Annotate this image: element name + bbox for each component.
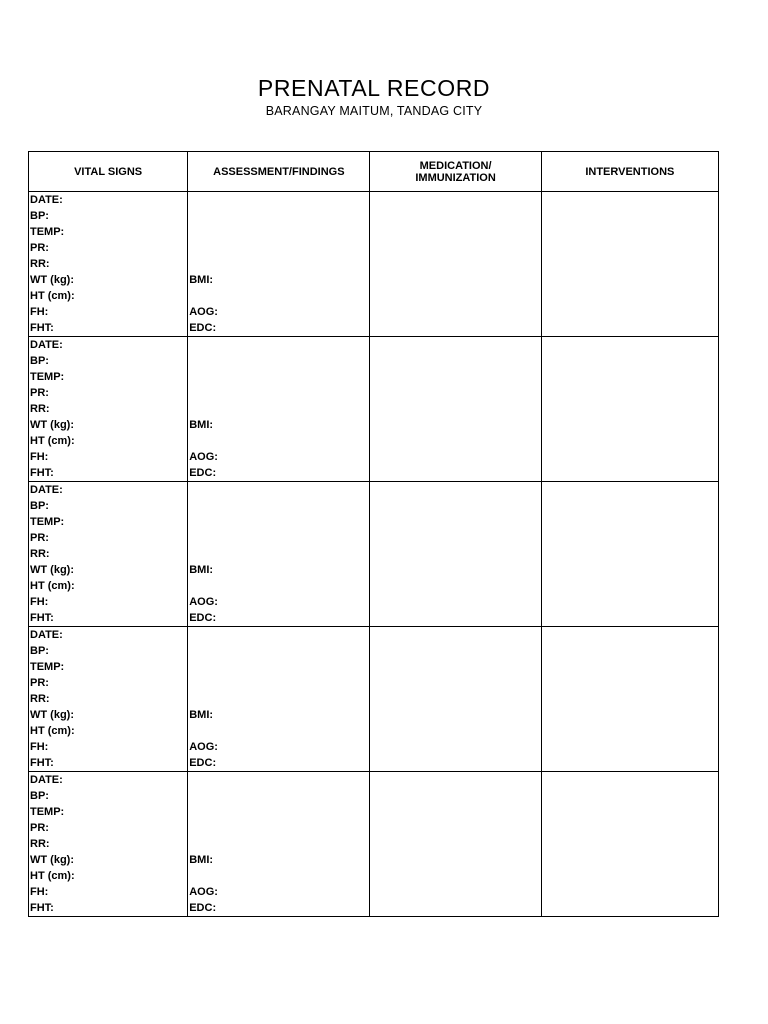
table-row xyxy=(29,482,719,627)
vital-sign-label: FH: xyxy=(30,306,49,318)
vital-sign-label: RR: xyxy=(30,548,50,560)
bmi-label: BMI: xyxy=(189,564,214,576)
vital-sign-label: FH: xyxy=(30,596,49,608)
vital-sign-label: WT (kg): xyxy=(30,709,74,721)
document-header xyxy=(0,74,748,119)
vital-sign-label: FH: xyxy=(30,886,49,898)
bmi-label: BMI: xyxy=(189,854,214,866)
vital-sign-label: TEMP: xyxy=(30,371,65,383)
edc-label: EDC: xyxy=(189,902,217,914)
vital-sign-label: PR: xyxy=(30,677,49,689)
assessment-spacer xyxy=(188,578,369,594)
assessment-list xyxy=(188,192,369,336)
assessment-list xyxy=(188,627,369,771)
table-row xyxy=(29,337,719,482)
vital-sign-label: PR: xyxy=(30,242,49,254)
vital-sign-label: BP: xyxy=(30,790,49,802)
assessment-list xyxy=(188,482,369,626)
interventions-cell[interactable] xyxy=(541,627,718,772)
vital-signs-cell[interactable] xyxy=(29,192,188,337)
vital-sign-label: PR: xyxy=(30,387,49,399)
assessment-spacer xyxy=(188,723,369,739)
vital-sign-label: DATE: xyxy=(30,194,63,206)
vital-sign-label: WT (kg): xyxy=(30,419,74,431)
vital-sign-label: TEMP: xyxy=(30,806,65,818)
vital-sign-label: TEMP: xyxy=(30,661,65,673)
assessment-cell[interactable] xyxy=(188,192,370,337)
interventions-cell[interactable] xyxy=(541,482,718,627)
edc-label: EDC: xyxy=(189,467,217,479)
edc-label: EDC: xyxy=(189,757,217,769)
vital-sign-label: FHT: xyxy=(30,612,54,624)
page-subtitle: BARANGAY MAITUM, TANDAG CITY xyxy=(265,104,483,118)
vital-sign-label: WT (kg): xyxy=(30,274,74,286)
aog-label: AOG: xyxy=(189,306,218,318)
column-header-vital-signs: VITAL SIGNS xyxy=(29,152,188,192)
vital-signs-list xyxy=(29,337,187,481)
aog-label: AOG: xyxy=(189,886,218,898)
vital-sign-label: DATE: xyxy=(30,339,63,351)
vital-sign-label: FH: xyxy=(30,451,49,463)
bmi-label: BMI: xyxy=(189,709,214,721)
assessment-cell[interactable] xyxy=(188,627,370,772)
medication-cell[interactable] xyxy=(370,192,541,337)
aog-label: AOG: xyxy=(189,596,218,608)
assessment-list xyxy=(188,337,369,481)
assessment-spacer xyxy=(188,868,369,884)
vital-sign-label: PR: xyxy=(30,532,49,544)
vital-sign-label: BP: xyxy=(30,500,49,512)
vital-sign-label: RR: xyxy=(30,403,50,415)
assessment-spacer xyxy=(188,288,369,304)
vital-sign-label: DATE: xyxy=(30,629,63,641)
vital-signs-list xyxy=(29,192,187,336)
aog-label: AOG: xyxy=(189,741,218,753)
vital-sign-label: FHT: xyxy=(30,757,54,769)
vital-sign-label: HT (cm): xyxy=(30,580,75,592)
table-header-row xyxy=(29,152,719,192)
medication-cell[interactable] xyxy=(370,337,541,482)
vital-sign-label: PR: xyxy=(30,822,49,834)
column-header-medication xyxy=(370,152,541,192)
vital-sign-label: FHT: xyxy=(30,467,54,479)
bmi-label: BMI: xyxy=(189,419,214,431)
assessment-spacer xyxy=(188,433,369,449)
vital-sign-label: RR: xyxy=(30,693,50,705)
page-title: PRENATAL RECORD xyxy=(257,75,491,101)
vital-signs-cell[interactable] xyxy=(29,627,188,772)
column-header-interventions: INTERVENTIONS xyxy=(541,152,718,192)
vital-sign-label: FH: xyxy=(30,741,49,753)
interventions-cell[interactable] xyxy=(541,337,718,482)
column-header-assessment: ASSESSMENT/FINDINGS xyxy=(188,152,370,192)
medication-cell[interactable] xyxy=(370,482,541,627)
medication-cell[interactable] xyxy=(370,627,541,772)
vital-signs-list xyxy=(29,482,187,626)
column-header-medication-label: MEDICATION/ IMMUNIZATION xyxy=(415,159,496,184)
prenatal-record-table xyxy=(28,151,719,917)
interventions-cell[interactable] xyxy=(541,772,718,917)
vital-sign-label: HT (cm): xyxy=(30,435,75,447)
assessment-cell[interactable] xyxy=(188,337,370,482)
vital-signs-cell[interactable] xyxy=(29,482,188,627)
vital-sign-label: RR: xyxy=(30,258,50,270)
bmi-label: BMI: xyxy=(189,274,214,286)
vital-sign-label: DATE: xyxy=(30,774,63,786)
vital-sign-label: BP: xyxy=(30,355,49,367)
vital-sign-label: TEMP: xyxy=(30,516,65,528)
vital-sign-label: FHT: xyxy=(30,322,54,334)
vital-sign-label: HT (cm): xyxy=(30,725,75,737)
medication-cell[interactable] xyxy=(370,772,541,917)
aog-label: AOG: xyxy=(189,451,218,463)
vital-signs-list xyxy=(29,627,187,771)
vital-sign-label: HT (cm): xyxy=(30,290,75,302)
vital-sign-label: WT (kg): xyxy=(30,564,74,576)
table-row xyxy=(29,627,719,772)
vital-sign-label: DATE: xyxy=(30,484,63,496)
vital-sign-label: WT (kg): xyxy=(30,854,74,866)
vital-sign-label: FHT: xyxy=(30,902,54,914)
table-row xyxy=(29,772,719,917)
vital-sign-label: BP: xyxy=(30,210,49,222)
vital-signs-list xyxy=(29,772,187,916)
edc-label: EDC: xyxy=(189,322,217,334)
table-row xyxy=(29,192,719,337)
vital-signs-cell[interactable] xyxy=(29,337,188,482)
assessment-cell[interactable] xyxy=(188,772,370,917)
vital-signs-cell[interactable] xyxy=(29,772,188,917)
vital-sign-label: RR: xyxy=(30,838,50,850)
assessment-cell[interactable] xyxy=(188,482,370,627)
vital-sign-label: HT (cm): xyxy=(30,870,75,882)
table-body xyxy=(29,192,719,917)
interventions-cell[interactable] xyxy=(541,192,718,337)
assessment-list xyxy=(188,772,369,916)
vital-sign-label: BP: xyxy=(30,645,49,657)
vital-sign-label: TEMP: xyxy=(30,226,65,238)
edc-label: EDC: xyxy=(189,612,217,624)
